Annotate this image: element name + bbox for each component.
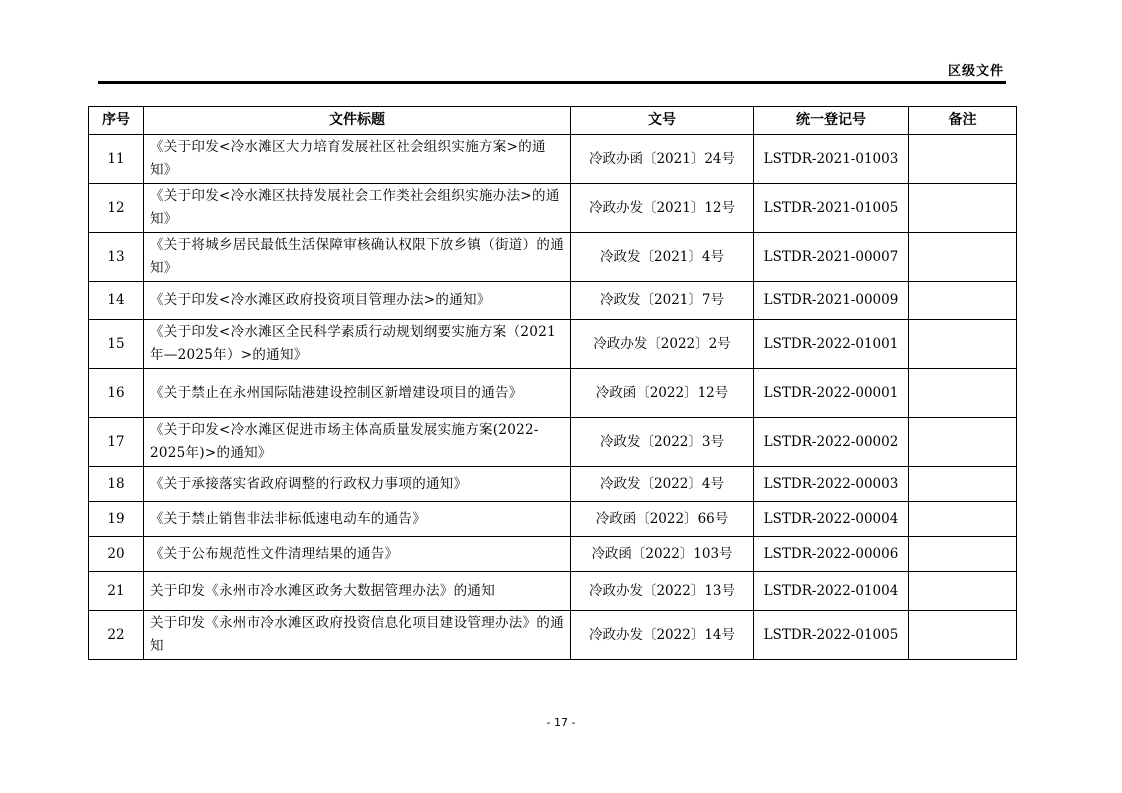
row-title: 关于印发《永州市冷水滩区政府投资信息化项目建设管理办法》的通知 <box>144 611 571 660</box>
row-reg-no: LSTDR-2022-00006 <box>754 537 909 572</box>
row-note <box>909 418 1017 467</box>
row-seq: 21 <box>89 572 144 611</box>
row-seq: 18 <box>89 467 144 502</box>
row-reg-no: LSTDR-2022-00002 <box>754 418 909 467</box>
row-seq: 12 <box>89 184 144 233</box>
row-doc-no: 冷政办发〔2022〕14号 <box>571 611 754 660</box>
row-doc-no: 冷政函〔2022〕103号 <box>571 537 754 572</box>
table-row <box>89 572 1017 611</box>
row-doc-no: 冷政函〔2022〕66号 <box>571 502 754 537</box>
row-title: 《关于印发<冷水滩区政府投资项目管理办法>的通知》 <box>144 282 571 320</box>
table-row <box>89 369 1017 418</box>
table-row <box>89 502 1017 537</box>
row-note <box>909 611 1017 660</box>
column-header-reg-no: 统一登记号 <box>754 107 909 135</box>
row-title: 《关于印发<冷水滩区扶持发展社会工作类社会组织实施办法>的通知》 <box>144 184 571 233</box>
row-note <box>909 369 1017 418</box>
row-doc-no: 冷政办函〔2021〕24号 <box>571 135 754 184</box>
row-doc-no: 冷政发〔2022〕4号 <box>571 467 754 502</box>
row-title: 《关于禁止在永州国际陆港建设控制区新增建设项目的通告》 <box>144 369 571 418</box>
row-reg-no: LSTDR-2022-01001 <box>754 320 909 369</box>
document-list-table <box>88 106 1017 660</box>
row-note <box>909 233 1017 282</box>
row-reg-no: LSTDR-2022-00001 <box>754 369 909 418</box>
row-note <box>909 184 1017 233</box>
row-reg-no: LSTDR-2022-01004 <box>754 572 909 611</box>
row-doc-no: 冷政发〔2022〕3号 <box>571 418 754 467</box>
document-category-label: 区级文件 <box>947 64 1004 79</box>
row-title: 《关于将城乡居民最低生活保障审核确认权限下放乡镇（街道）的通知》 <box>144 233 571 282</box>
row-doc-no: 冷政办发〔2022〕2号 <box>571 320 754 369</box>
row-title: 《关于印发<冷水滩区促进市场主体高质量发展实施方案(2022-2025年)>的通知》 <box>144 418 571 467</box>
row-reg-no: LSTDR-2021-00007 <box>754 233 909 282</box>
table-row <box>89 135 1017 184</box>
table-row <box>89 537 1017 572</box>
row-seq: 17 <box>89 418 144 467</box>
row-doc-no: 冷政发〔2021〕4号 <box>571 233 754 282</box>
row-reg-no: LSTDR-2021-00009 <box>754 282 909 320</box>
table-row <box>89 467 1017 502</box>
row-note <box>909 320 1017 369</box>
row-doc-no: 冷政办发〔2022〕13号 <box>571 572 754 611</box>
row-reg-no: LSTDR-2021-01005 <box>754 184 909 233</box>
row-note <box>909 282 1017 320</box>
row-doc-no: 冷政函〔2022〕12号 <box>571 369 754 418</box>
row-title: 《关于承接落实省政府调整的行政权力事项的通知》 <box>144 467 571 502</box>
column-header-doc-no: 文号 <box>571 107 754 135</box>
column-header-seq: 序号 <box>89 107 144 135</box>
row-note <box>909 467 1017 502</box>
row-title: 《关于印发<冷水滩区大力培育发展社区社会组织实施方案>的通知》 <box>144 135 571 184</box>
table-row <box>89 418 1017 467</box>
header-rule <box>98 81 1006 84</box>
column-header-title: 文件标题 <box>144 107 571 135</box>
table-row <box>89 320 1017 369</box>
row-reg-no: LSTDR-2022-01005 <box>754 611 909 660</box>
row-seq: 19 <box>89 502 144 537</box>
row-note <box>909 572 1017 611</box>
column-header-note: 备注 <box>909 107 1017 135</box>
table-row <box>89 282 1017 320</box>
row-note <box>909 537 1017 572</box>
row-note <box>909 502 1017 537</box>
row-reg-no: LSTDR-2021-01003 <box>754 135 909 184</box>
table-header-row <box>89 107 1017 135</box>
row-title: 关于印发《永州市冷水滩区政务大数据管理办法》的通知 <box>144 572 571 611</box>
row-seq: 15 <box>89 320 144 369</box>
page-number: - 17 - <box>546 716 576 729</box>
row-seq: 20 <box>89 537 144 572</box>
row-doc-no: 冷政发〔2021〕7号 <box>571 282 754 320</box>
row-title: 《关于印发<冷水滩区全民科学素质行动规划纲要实施方案（2021年—2025年）>的通知》 <box>144 320 571 369</box>
row-note <box>909 135 1017 184</box>
row-seq: 22 <box>89 611 144 660</box>
table-row <box>89 184 1017 233</box>
table-row <box>89 233 1017 282</box>
row-seq: 11 <box>89 135 144 184</box>
row-seq: 13 <box>89 233 144 282</box>
row-title: 《关于禁止销售非法非标低速电动车的通告》 <box>144 502 571 537</box>
row-doc-no: 冷政办发〔2021〕12号 <box>571 184 754 233</box>
row-seq: 14 <box>89 282 144 320</box>
row-reg-no: LSTDR-2022-00004 <box>754 502 909 537</box>
row-seq: 16 <box>89 369 144 418</box>
row-title: 《关于公布规范性文件清理结果的通告》 <box>144 537 571 572</box>
table-row <box>89 611 1017 660</box>
row-reg-no: LSTDR-2022-00003 <box>754 467 909 502</box>
